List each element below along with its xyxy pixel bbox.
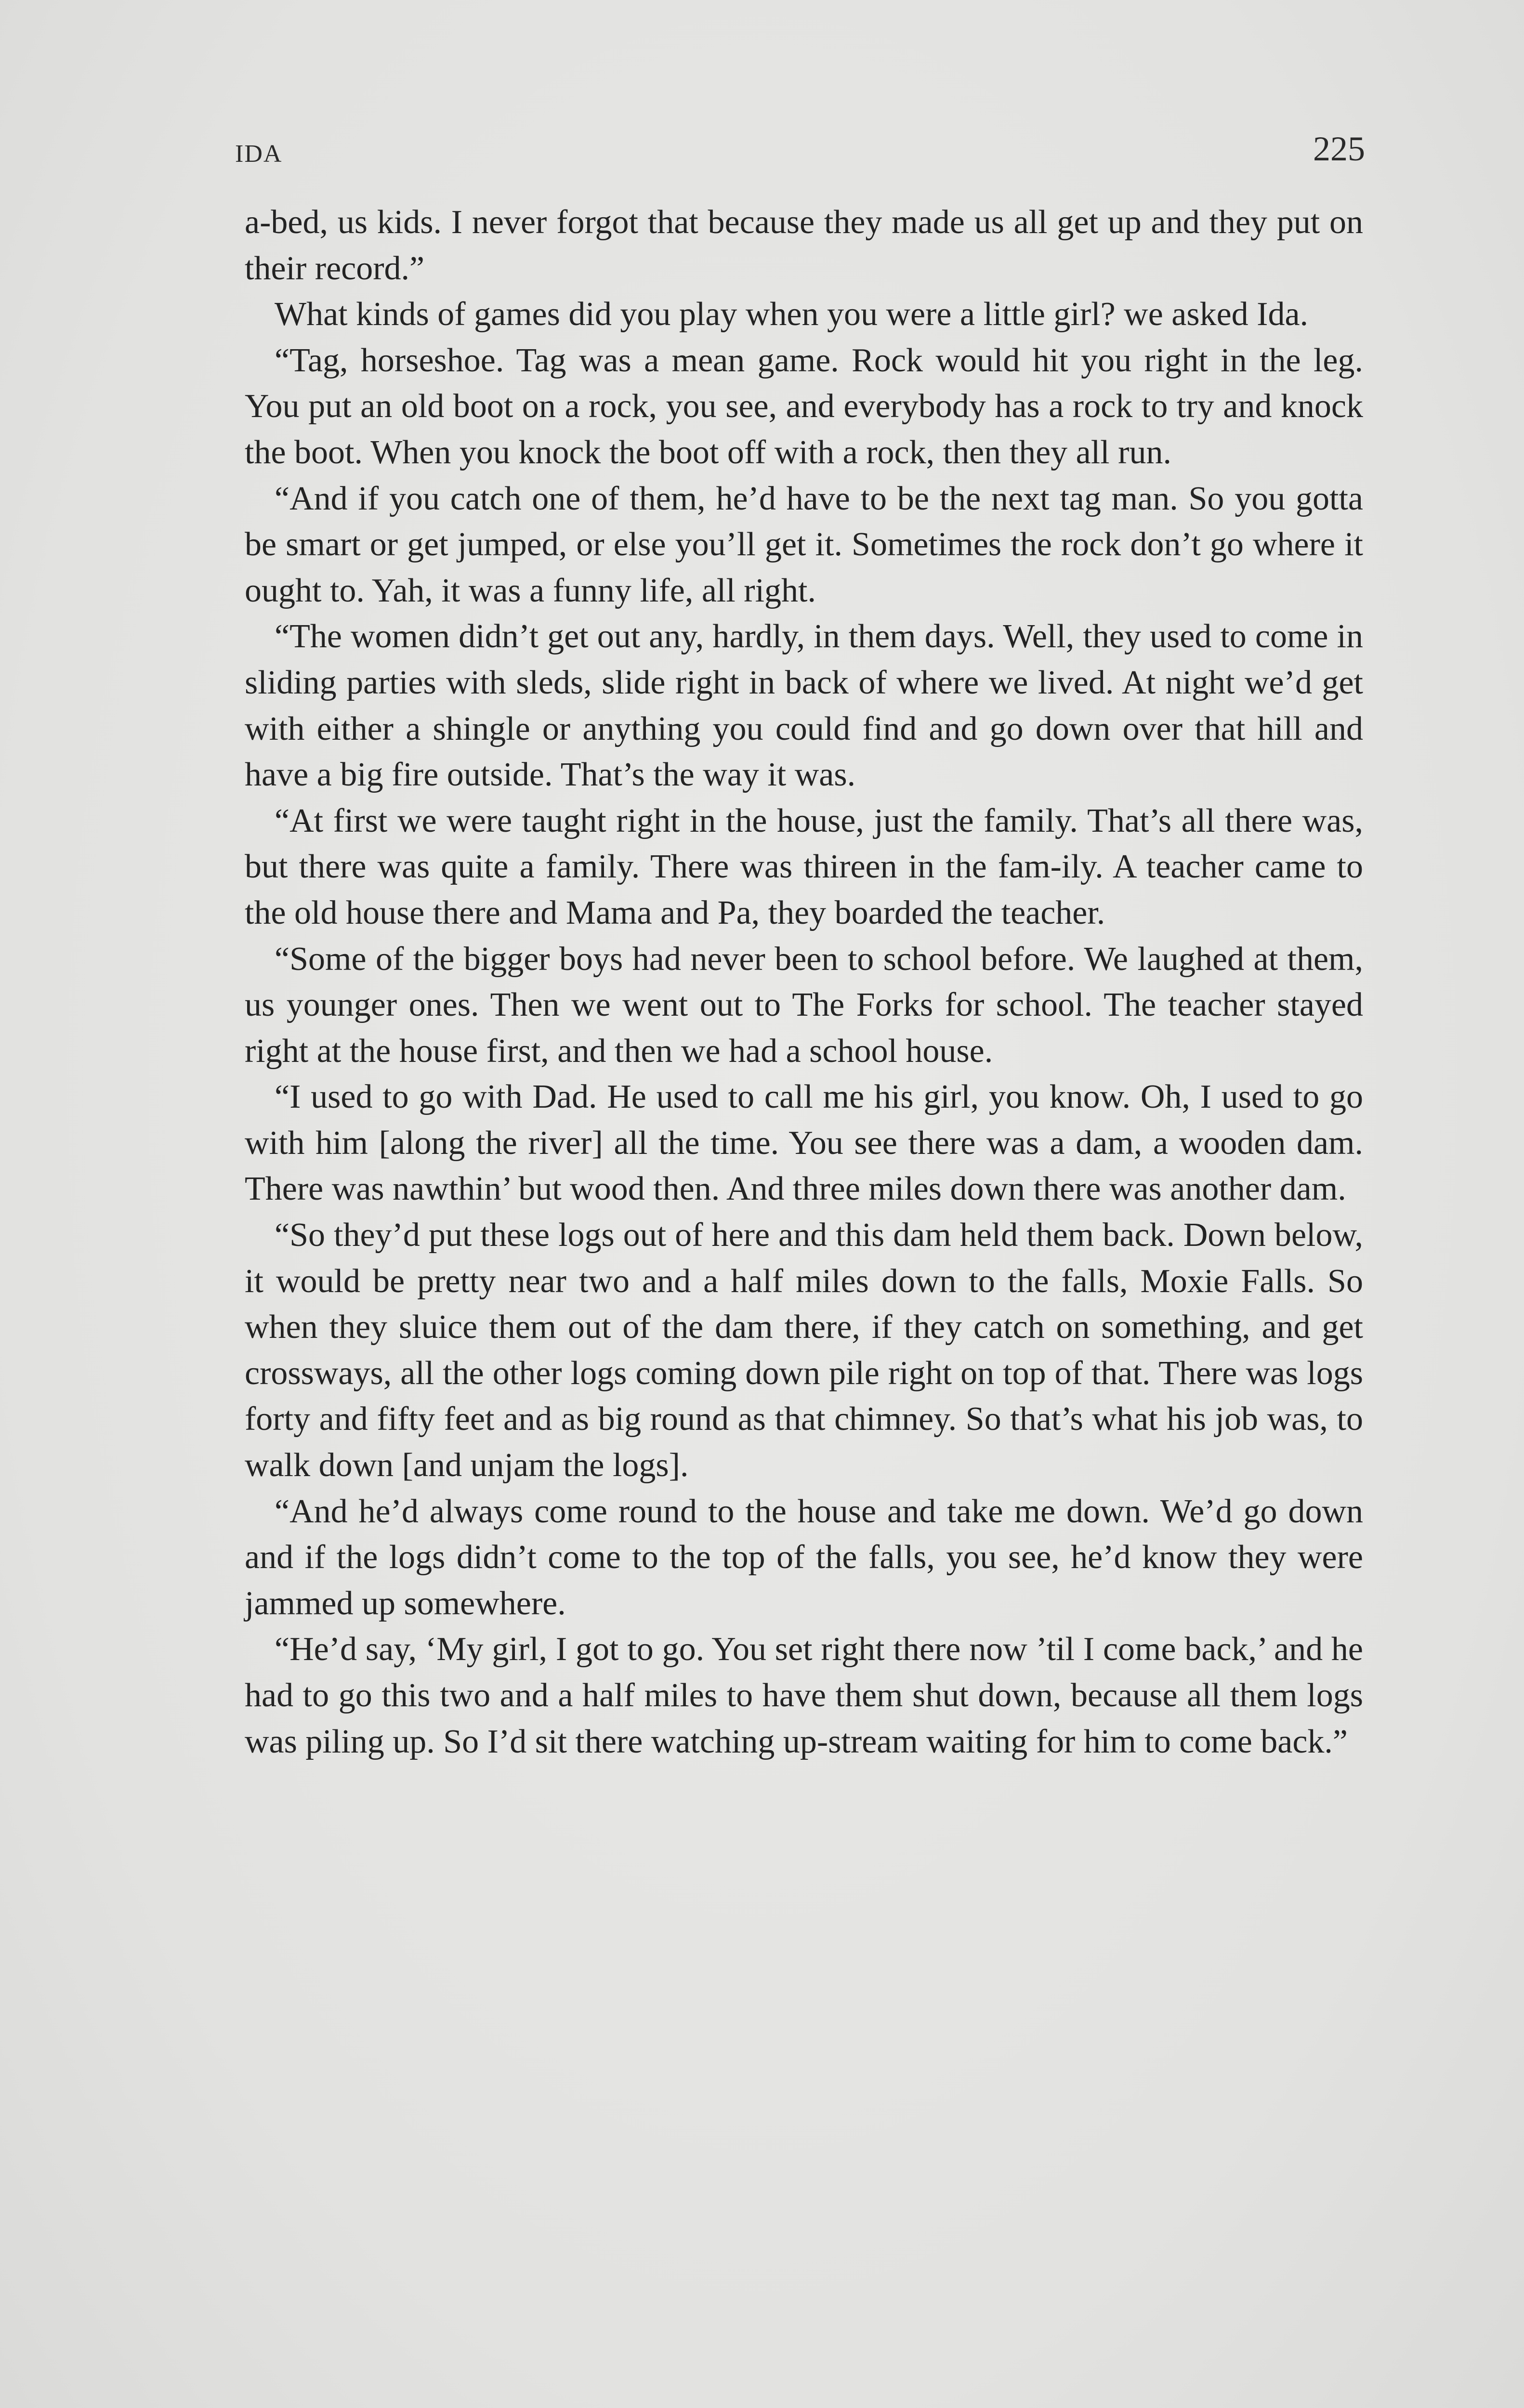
- paragraph: What kinds of games did you play when you were a little girl? we asked Ida.: [275, 296, 1309, 333]
- paragraph: “The women didn’t get out any, hardly, in them days. Well, they used to come in sliding parties with sleds, slide right in back of where we lived. At night we’d get with either a shingle or anything you could find and go down over that hill and have a big fire outside. That’s the way it was.: [245, 618, 1363, 794]
- paragraph: “Tag, horseshoe. Tag was a mean game. Rock would hit you right in the leg. You put an old boot on a rock, you see, and everybody has a rock to try and knock the boot. When you knock the boot off with a rock, then they all run.: [245, 341, 1363, 471]
- paragraph: “And if you catch one of them, he’d have to be the next tag man. So you gotta be smart or get jumped, or else you’ll get it. Sometimes the rock don’t go where it ought to. Yah, it was a funny life, all right.: [245, 480, 1363, 609]
- body-text: [245, 199, 1363, 1765]
- page-number: 225: [1313, 130, 1365, 168]
- paragraph: “So they’d put these logs out of here and this dam held them back. Down below, it would be pretty near two and a half miles down to the falls, Moxie Falls. So when they sluice them out of the dam there, if they catch on something, and get crossways, all the other logs coming down pile right on top of that. There was logs forty and fifty feet and as big round as that chimney. So that’s what his job was, to walk down [and unjam the logs].: [245, 1217, 1363, 1484]
- paragraph: “Some of the bigger boys had never been to school before. We laughed at them, us younger ones. Then we went out to The Forks for school. The teacher stayed right at the house first, and then we had a school house.: [245, 940, 1363, 1070]
- running-head: IDA: [235, 140, 283, 168]
- paragraph: a-bed, us kids. I never forgot that because they made us all get up and they put on their record.”: [245, 204, 1363, 287]
- paragraph: “I used to go with Dad. He used to call me his girl, you know. Oh, I used to go with him [along the river] all the time. You see there was a dam, a wooden dam. There was nawthin’ but wood then. And three miles down there was another dam.: [245, 1078, 1363, 1208]
- paragraph: “And he’d always come round to the house and take me down. We’d go down and if the logs didn’t come to the top of the falls, you see, he’d know they were jammed up somewhere.: [245, 1492, 1363, 1622]
- paragraph: “He’d say, ‘My girl, I got to go. You set right there now ’til I come back,’ and he had to go this two and a half miles to have them shut down, because all them logs was piling up. So I’d sit there watching up-stream waiting for him to come back.”: [245, 1631, 1363, 1760]
- paragraph: “At first we were taught right in the house, just the family. That’s all there was, but there was quite a family. There was thireen in the fam-ily. A teacher came to the old house there and Mama and Pa, they boarded the teacher.: [245, 802, 1363, 931]
